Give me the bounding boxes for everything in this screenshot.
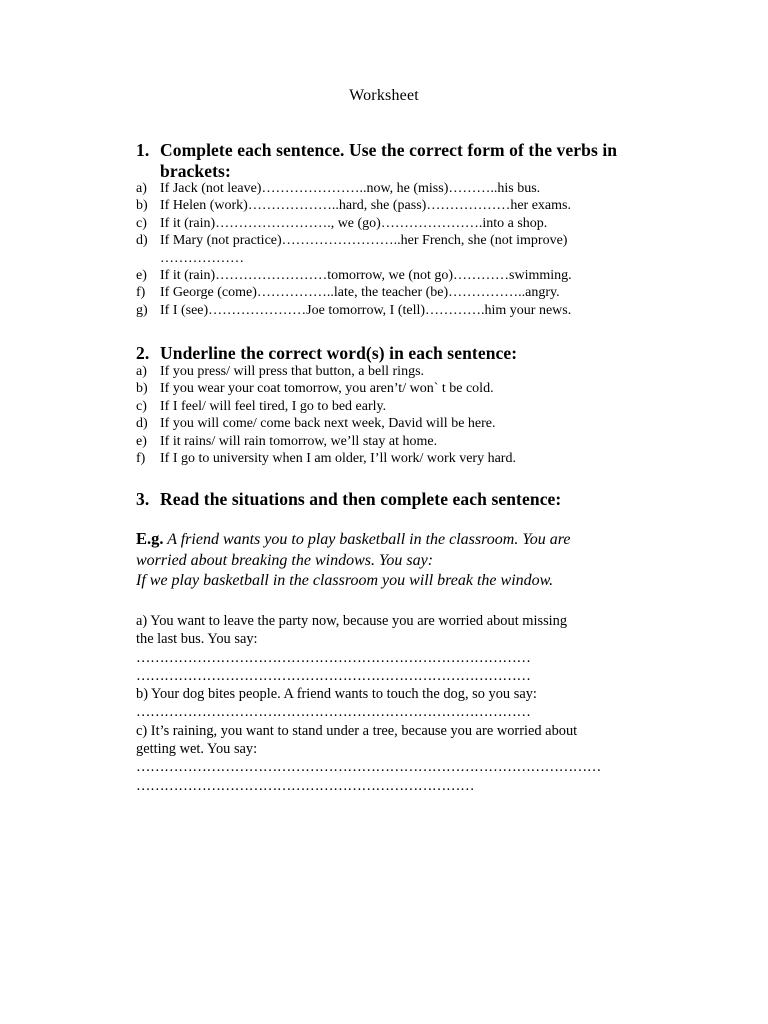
item-text: If it rains/ will rain tomorrow, we’ll stay at home.	[160, 433, 438, 449]
item-text: If Jack (not leave)…………………..now, he (miss)………..his bus.	[160, 181, 541, 196]
situation-a-line-2: the last bus. You say:	[136, 631, 258, 648]
item-text: If Mary (not practice)……………………..her French, she (not improve)	[160, 233, 568, 249]
item-marker: g)	[136, 302, 148, 318]
example-block	[136, 529, 570, 592]
item-marker: b)	[136, 381, 148, 397]
section-3-heading	[136, 489, 561, 510]
item-marker: b)	[136, 198, 148, 214]
item-text: If I (see)…………………Joe tomorrow, I (tell)………….him your news.	[160, 302, 572, 318]
item-marker: a)	[136, 181, 147, 196]
section-1-number: 1.	[136, 140, 150, 160]
item-marker: f)	[136, 451, 146, 467]
situation-b-line-1: b) Your dog bites people. A friend wants to touch the dog, so you say:	[136, 686, 537, 703]
list-item-continuation	[136, 250, 572, 267]
item-marker: e)	[136, 433, 147, 449]
item-marker: d)	[136, 416, 148, 432]
section-2-number: 2.	[136, 343, 150, 363]
situation-a-line-1: a) You want to leave the party now, because you are worried about missing	[136, 613, 568, 629]
item-marker: c)	[136, 215, 147, 231]
list-item	[136, 302, 572, 319]
answer-line-a-2: …………………………………………………………………………	[136, 667, 531, 684]
list-item	[136, 284, 572, 301]
item-text: If you wear your coat tomorrow, you aren’t/ won` t be cold.	[160, 381, 494, 397]
list-item	[136, 380, 516, 397]
list-item	[136, 180, 572, 197]
item-text: If it (rain)……………………tomorrow, we (not go)…………swimming.	[160, 268, 572, 284]
item-marker: e)	[136, 268, 147, 284]
item-text: If you press/ will press that button, a bell rings.	[160, 364, 425, 379]
list-item	[136, 363, 516, 380]
section-3-heading-text: Read the situations and then complete each sentence:	[160, 489, 562, 509]
section-1-heading	[136, 140, 617, 182]
item-marker: d)	[136, 233, 148, 249]
section-3-number: 3.	[136, 489, 150, 509]
section-2-heading-text: Underline the correct word(s) in each sentence:	[160, 343, 518, 363]
list-item	[136, 450, 516, 467]
worksheet-title: Worksheet	[349, 87, 419, 104]
item-text: ………………	[160, 250, 244, 266]
section-1-heading-line1: Complete each sentence. Use the correct form of the verbs in	[160, 140, 618, 160]
section-2-list	[136, 363, 516, 467]
example-line-3: If we play basketball in the classroom you will break the window.	[136, 572, 554, 589]
item-text: If George (come)……………..late, the teacher (be)……………..angry.	[160, 285, 560, 301]
list-item	[136, 415, 516, 432]
list-item	[136, 267, 572, 284]
section-1-list	[136, 180, 572, 319]
situations-block	[136, 612, 601, 795]
answer-line-a-1: …………………………………………………………………………	[136, 649, 531, 666]
item-marker: f)	[136, 285, 146, 301]
section-2-heading	[136, 343, 517, 364]
item-marker: a)	[136, 364, 147, 379]
answer-line-c-2: ………………………………………………………………	[136, 777, 475, 794]
list-item	[136, 215, 572, 232]
section-1-heading-line2: brackets:	[160, 161, 231, 181]
item-text: If it (rain)……………………., we (go)………………….into a shop.	[160, 215, 548, 231]
example-label: E.g.	[136, 529, 164, 548]
item-text: If you will come/ come back next week, David will be here.	[160, 416, 496, 432]
answer-line-b-1: …………………………………………………………………………	[136, 704, 531, 721]
list-item	[136, 433, 516, 450]
situation-c-line-1: c) It’s raining, you want to stand under a tree, because you are worried about	[136, 722, 578, 739]
example-line-1: A friend wants you to play basketball in the classroom. You are	[167, 531, 571, 548]
list-item	[136, 398, 516, 415]
item-text: If I go to university when I am older, I’ll work/ work very hard.	[160, 451, 516, 467]
item-text: If I feel/ will feel tired, I go to bed early.	[160, 398, 387, 414]
list-item	[136, 197, 572, 214]
situation-c-line-2: getting wet. You say:	[136, 741, 258, 758]
example-line-2: worried about breaking the windows. You say:	[136, 551, 434, 569]
list-item	[136, 232, 572, 249]
item-marker: c)	[136, 398, 147, 414]
answer-line-c-1: ………………………………………………………………………………………	[136, 759, 601, 776]
item-text: If Helen (work)………………..hard, she (pass)………………her exams.	[160, 198, 571, 214]
